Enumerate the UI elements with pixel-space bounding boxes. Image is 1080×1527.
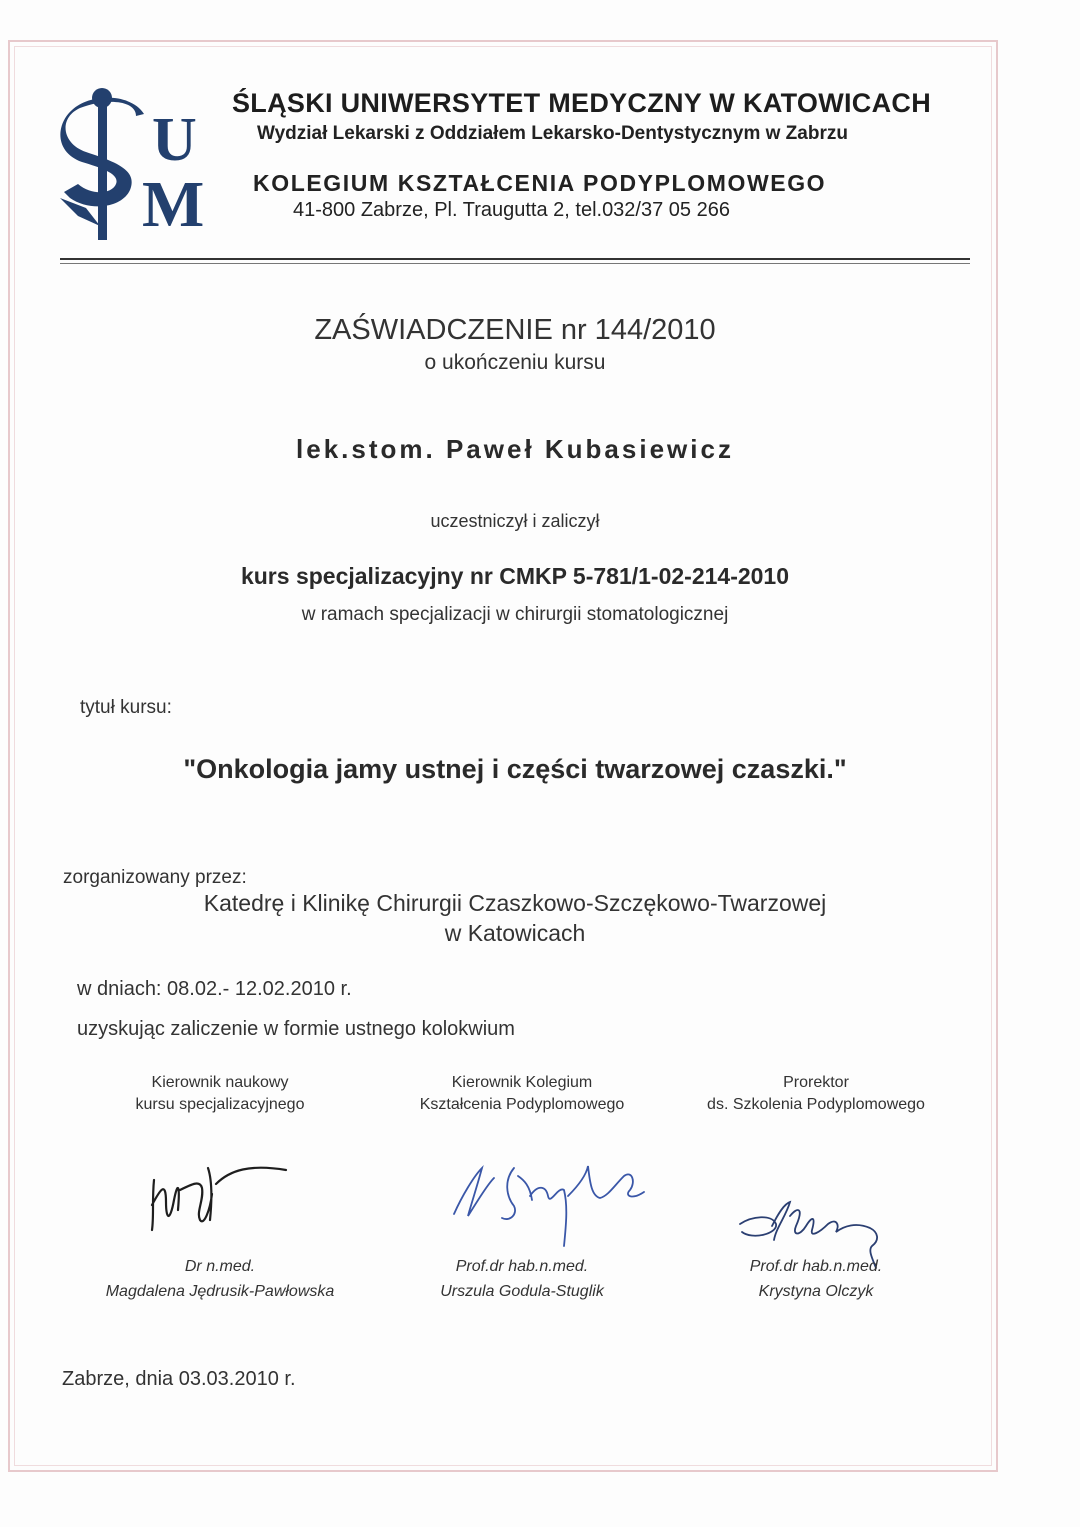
signatory-1-degree: Dr n.med.: [184, 1258, 256, 1275]
signatory-3-degree: Prof.dr hab.n.med.: [749, 1258, 883, 1275]
signatory-3-role: [666, 1072, 966, 1116]
signature-2: [448, 1156, 658, 1250]
signatory-1-credentials: [70, 1254, 370, 1304]
signatory-3-name: Krystyna Olczyk: [758, 1283, 874, 1300]
course-title: "Onkologia jamy ustnej i części twarzowej czaszki.": [183, 754, 847, 784]
svg-text:U: U: [152, 106, 197, 174]
participation-text: uczestniczył i zaliczył: [430, 511, 600, 531]
course-context: w ramach specjalizacji w chirurgii stomatologicznej: [301, 604, 729, 625]
signatory-3-credentials: [666, 1254, 966, 1304]
recipient-name: lek.stom. Paweł Kubasiewicz: [296, 434, 734, 464]
credit-text: uzyskując zaliczenie w formie ustnego kolokwium: [77, 1018, 515, 1040]
college-address: 41-800 Zabrze, Pl. Traugutta 2, tel.032/37 05 266: [293, 199, 730, 221]
signatory-3-role-line-1: Prorektor: [783, 1074, 849, 1091]
organizer-line-1: Katedrę i Klinikę Chirurgii Czaszkowo-Szczękowo-Twarzowej: [203, 890, 827, 916]
signatory-2-role-line-1: Kierownik Kolegium: [451, 1074, 593, 1091]
certificate-subtitle: o ukończeniu kursu: [424, 351, 606, 374]
organizer-label: zorganizowany przez:: [63, 867, 247, 888]
signatory-2-role: [372, 1072, 672, 1116]
signatory-2-credentials: [372, 1254, 672, 1304]
signatory-2-role-line-2: Kształcenia Podyplomowego: [419, 1096, 625, 1113]
place-and-date: Zabrze, dnia 03.03.2010 r.: [62, 1368, 296, 1390]
university-name: ŚLĄSKI UNIWERSYTET MEDYCZNY W KATOWICACH: [232, 88, 931, 118]
svg-text:M: M: [142, 168, 205, 241]
signatory-1-role: [70, 1072, 370, 1116]
university-logo: [56, 86, 216, 246]
signatory-3-role-line-2: ds. Szkolenia Podyplomowego: [707, 1096, 925, 1113]
signature-1: [140, 1150, 300, 1250]
header-divider-thin: [60, 263, 970, 264]
header-divider: [60, 258, 970, 260]
course-title-label: tytuł kursu:: [80, 697, 172, 718]
signatory-1-name: Magdalena Jędrusik-Pawłowska: [105, 1283, 335, 1300]
course-dates: w dniach: 08.02.- 12.02.2010 r.: [77, 978, 352, 1000]
organizer-line-2: w Katowicach: [444, 920, 586, 946]
faculty-name: Wydział Lekarski z Oddziałem Lekarsko-Dentystycznym w Zabrzu: [257, 123, 848, 144]
signatory-2-name: Urszula Godula-Stuglik: [440, 1283, 604, 1300]
course-number: kurs specjalizacyjny nr CMKP 5-781/1-02-214-2010: [240, 563, 790, 589]
signatory-2-degree: Prof.dr hab.n.med.: [455, 1258, 589, 1275]
certificate-title: ZAŚWIADCZENIE nr 144/2010: [314, 314, 716, 346]
signatory-1-role-line-2: kursu specjalizacyjnego: [135, 1096, 305, 1113]
college-name: KOLEGIUM KSZTAŁCENIA PODYPLOMOWEGO: [253, 170, 827, 196]
signatory-1-role-line-1: Kierownik naukowy: [151, 1074, 289, 1091]
